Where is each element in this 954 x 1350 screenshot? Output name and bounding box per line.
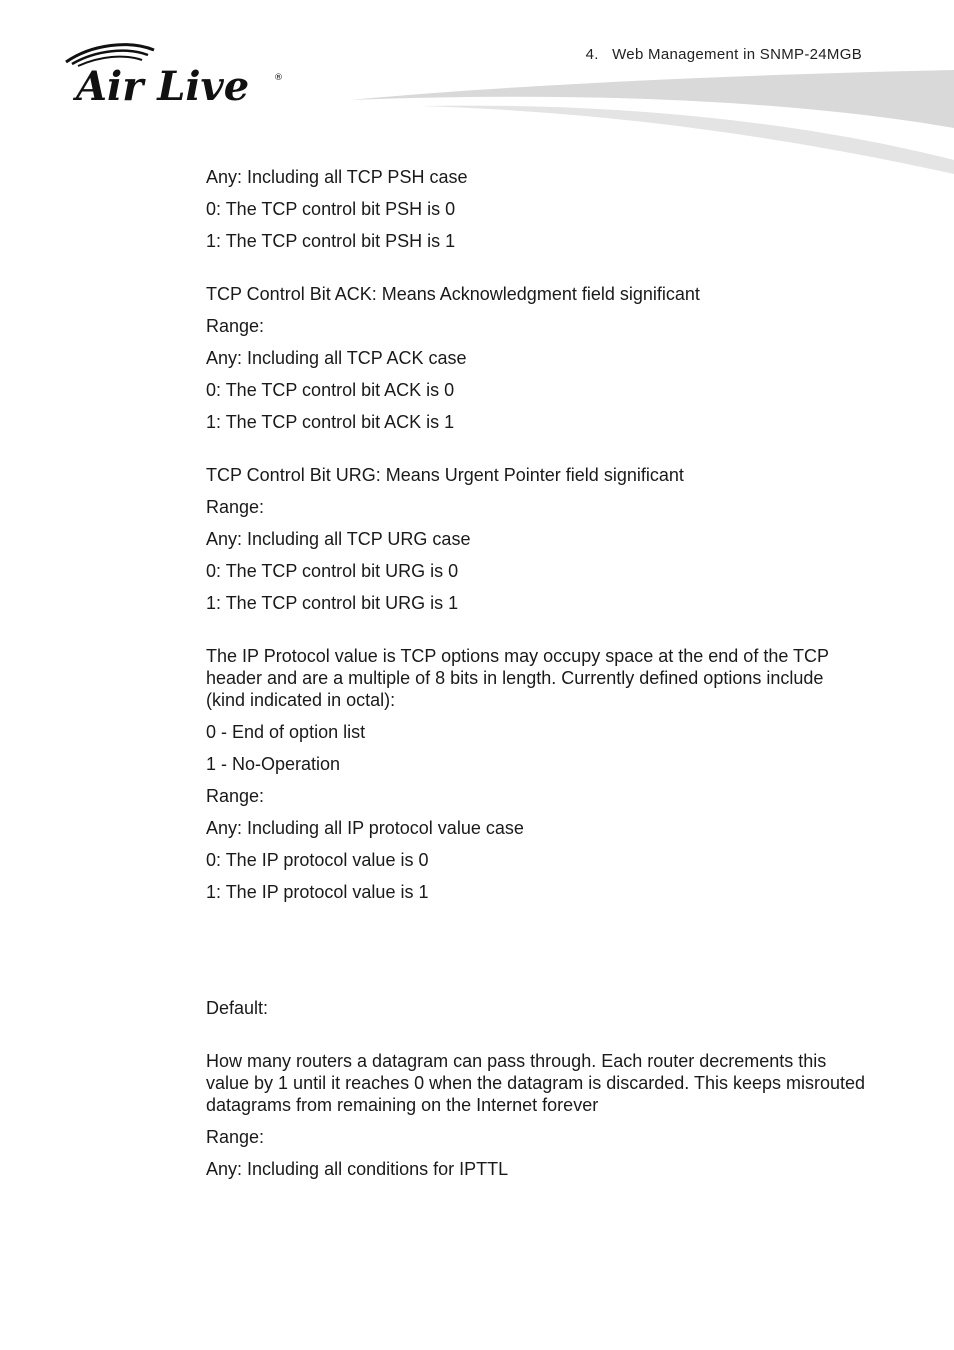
logo-text: Air Live: [76, 63, 250, 106]
body-line: Any: Including all TCP URG case: [206, 529, 471, 549]
paragraph-spacer: [206, 443, 866, 464]
body-line: 1: The TCP control bit URG is 1: [206, 593, 459, 613]
body-line: Any: Including all conditions for IPTTL: [206, 1159, 509, 1179]
section-spacer: [206, 913, 866, 997]
body-line: Default:: [206, 998, 269, 1018]
body-line: Range:: [206, 497, 265, 517]
paragraph-spacer: [206, 1029, 866, 1050]
body-line: 0 - End of option list: [206, 722, 366, 742]
body-line: 1 - No-Operation: [206, 754, 341, 774]
body-paragraph: How many routers a datagram can pass through. Each router decrements this value by 1 until it reaches 0 when the datagram is discarded. This keeps misrouted datagrams from remaining on the Internet forever: [206, 1051, 866, 1115]
body-line: TCP Control Bit URG: Means Urgent Pointer field significant: [206, 465, 684, 485]
body-line: Any: Including all IP protocol value case: [206, 818, 524, 838]
body-line: 1: The IP protocol value is 1: [206, 882, 429, 902]
body-line: Range:: [206, 1127, 265, 1147]
body-line: TCP Control Bit ACK: Means Acknowledgment field significant: [206, 284, 700, 304]
body-line: 0: The TCP control bit URG is 0: [206, 561, 459, 581]
airlive-logo: [62, 40, 292, 106]
paragraph-spacer: [206, 262, 866, 283]
body-line: 0: The TCP control bit PSH is 0: [206, 199, 456, 219]
paragraph-spacer: [206, 624, 866, 645]
body-paragraph: The IP Protocol value is TCP options may occupy space at the end of the TCP header and are a multiple of 8 bits in length. Currently defined options include (kind indicated in octal):: [206, 646, 829, 710]
body-line: Range:: [206, 786, 265, 806]
body-line: Any: Including all TCP PSH case: [206, 167, 468, 187]
body-line: 0: The TCP control bit ACK is 0: [206, 380, 455, 400]
body-line: Any: Including all TCP ACK case: [206, 348, 467, 368]
body-line: 0: The IP protocol value is 0: [206, 850, 429, 870]
body-line: 1: The TCP control bit ACK is 1: [206, 412, 455, 432]
document-body: [206, 166, 866, 1190]
registered-mark: ®: [274, 73, 283, 83]
body-line: Range:: [206, 316, 265, 336]
running-header: [586, 46, 862, 63]
body-line: 1: The TCP control bit PSH is 1: [206, 231, 456, 251]
section-title: Web Management in SNMP-24MGB: [612, 46, 862, 63]
section-number: 4.: [585, 46, 599, 63]
